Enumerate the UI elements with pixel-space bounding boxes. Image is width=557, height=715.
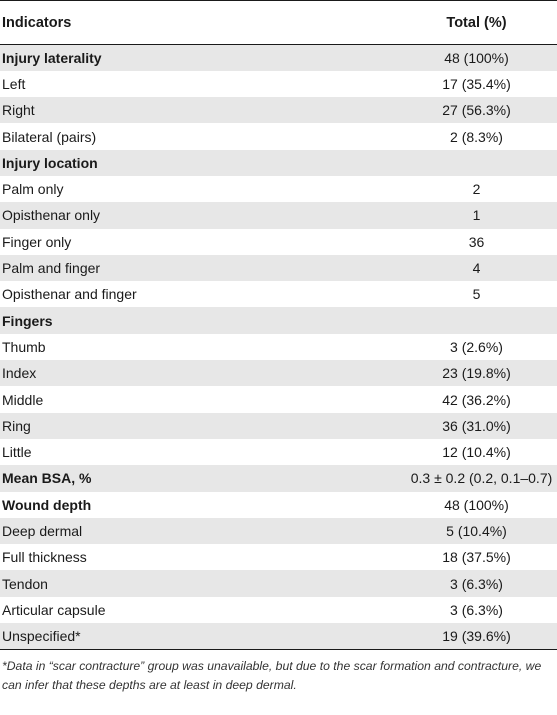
row-label: Opisthenar only [2, 207, 101, 224]
row-label: Articular capsule [2, 601, 106, 618]
row-value: 2 (8.3%) [450, 128, 503, 145]
table-row [0, 71, 557, 97]
row-label: Unspecified* [2, 627, 81, 644]
section-row [0, 465, 557, 491]
table-header [0, 1, 557, 45]
table-row [0, 544, 557, 570]
table-row [0, 229, 557, 255]
header-row [0, 1, 557, 45]
table-row [0, 360, 557, 386]
section-row [0, 492, 557, 518]
row-label: Palm only [2, 181, 64, 198]
table-row [0, 176, 557, 202]
row-value: 23 (19.8%) [442, 365, 511, 382]
row-value: 36 [468, 233, 485, 250]
row-label: Little [2, 444, 32, 461]
table-row [0, 97, 557, 123]
section-row [0, 307, 557, 333]
table-row [0, 386, 557, 412]
table-row [0, 334, 557, 360]
section-label: Wound depth [2, 496, 92, 513]
row-value: 4 [472, 260, 481, 277]
section-row [0, 45, 557, 71]
row-label: Bilateral (pairs) [2, 128, 97, 145]
row-value: 2 [472, 181, 481, 198]
table-row [0, 623, 557, 649]
row-label: Deep dermal [2, 522, 83, 539]
row-value: 3 (2.6%) [450, 338, 503, 355]
section-label: Injury laterality [2, 49, 102, 66]
row-value: 12 (10.4%) [442, 444, 511, 461]
row-value: 17 (35.4%) [442, 75, 511, 92]
row-label: Left [2, 75, 26, 92]
row-label: Right [2, 102, 35, 119]
row-value: 5 [472, 286, 481, 303]
row-label: Ring [2, 417, 31, 434]
section-label: Fingers [2, 312, 53, 329]
row-label: Tendon [2, 575, 48, 592]
row-value: 18 (37.5%) [442, 549, 511, 566]
row-value [336, 150, 557, 176]
row-label: Opisthenar and finger [2, 286, 137, 303]
table-row [0, 281, 557, 307]
header-total-percent: Total (%) [446, 14, 507, 31]
table-row [0, 413, 557, 439]
row-label: Index [2, 365, 37, 382]
row-value: 5 (10.4%) [446, 522, 507, 539]
row-label: Palm and finger [2, 260, 101, 277]
row-value: 0.3 ± 0.2 (0.2, 0.1–0.7) [410, 470, 553, 487]
table-row [0, 439, 557, 465]
header-indicators: Indicators [2, 14, 72, 31]
table-row [0, 202, 557, 228]
row-value: 1 [472, 207, 481, 224]
table-row [0, 570, 557, 596]
table-row [0, 597, 557, 623]
section-row [0, 150, 557, 176]
row-value: 3 (6.3%) [450, 601, 503, 618]
row-label: Finger only [2, 233, 72, 250]
row-value: 42 (36.2%) [442, 391, 511, 408]
table-row [0, 518, 557, 544]
row-value [336, 307, 557, 333]
table-footnote: *Data in “scar contracture” group was unavailable, but due to the scar formation and contracture, we can infer that these depths are at least in deep dermal. [2, 658, 542, 692]
row-value: 48 (100%) [444, 49, 509, 66]
row-value: 48 (100%) [444, 496, 509, 513]
row-value: 3 (6.3%) [450, 575, 503, 592]
table-row [0, 255, 557, 281]
row-label: Middle [2, 391, 44, 408]
table-row [0, 123, 557, 149]
row-label: Full thickness [2, 549, 87, 566]
section-label: Injury location [2, 154, 98, 171]
row-value: 27 (56.3%) [442, 102, 511, 119]
table-body [0, 45, 557, 650]
row-label: Thumb [2, 338, 46, 355]
row-value: 19 (39.6%) [442, 627, 511, 644]
row-value: 36 (31.0%) [442, 417, 511, 434]
section-label: Mean BSA, % [2, 470, 92, 487]
